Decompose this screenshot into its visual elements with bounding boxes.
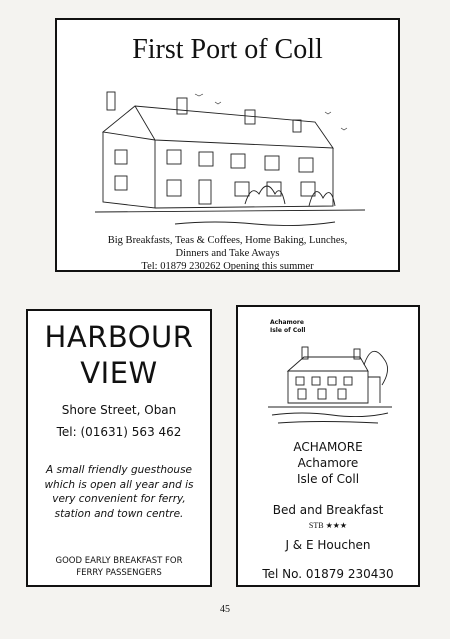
farmhouse-sketch-icon	[268, 337, 392, 427]
achamore-name-line-2: Achamore	[297, 456, 359, 470]
achamore-bed-and-breakfast: Bed and Breakfast	[272, 503, 384, 517]
harbour-view-title	[28, 319, 210, 391]
harbour-view-title-line-1: HARBOUR	[44, 320, 194, 354]
first-port-line-2: Dinners and Take Aways	[175, 248, 280, 259]
harbour-view-advert	[26, 309, 212, 587]
achamore-stb-rating: STB ★★★	[308, 521, 348, 530]
harbour-view-description	[34, 463, 204, 521]
achamore-tel: Tel No. 01879 230430	[262, 567, 394, 581]
harbour-view-title-line-2: VIEW	[80, 356, 158, 390]
achamore-caption-line-2: Isle of Coll	[270, 327, 306, 334]
achamore-caption-line-1: Achamore	[270, 319, 304, 326]
achamore-name	[238, 439, 418, 487]
first-port-line-3: Tel: 01879 230262 Opening this summer	[141, 261, 314, 272]
harbour-view-foot-line-2: FERRY PASSENGERS	[76, 568, 162, 578]
first-port-line-1: Big Breakfasts, Teas & Coffees, Home Baking, Lunches,	[107, 235, 348, 246]
harbour-view-desc-line-3: very convenient for ferry,	[52, 493, 186, 505]
achamore-owner: J & E Houchen	[285, 538, 371, 552]
harbour-view-tel: Tel: (01631) 563 462	[56, 425, 182, 439]
harbour-view-street: Shore Street, Oban	[61, 403, 177, 417]
achamore-caption	[270, 319, 305, 335]
first-port-title: First Port of Coll	[132, 34, 323, 65]
harbour-view-desc-line-4: station and town centre.	[54, 507, 184, 520]
first-port-details	[57, 234, 398, 273]
page-number: 45	[220, 604, 230, 615]
first-port-advert	[55, 18, 400, 272]
harbour-view-footer	[32, 555, 206, 579]
harbour-view-desc-line-2: which is open all year and is	[44, 478, 194, 491]
achamore-advert	[236, 305, 420, 587]
cottage-sketch-icon	[95, 84, 365, 234]
harbour-view-foot-line-1: GOOD EARLY BREAKFAST FOR	[55, 556, 183, 566]
achamore-name-line-1: ACHAMORE	[293, 440, 363, 454]
achamore-name-line-3: Isle of Coll	[296, 472, 360, 486]
harbour-view-desc-line-1: A small friendly guesthouse	[45, 464, 193, 476]
